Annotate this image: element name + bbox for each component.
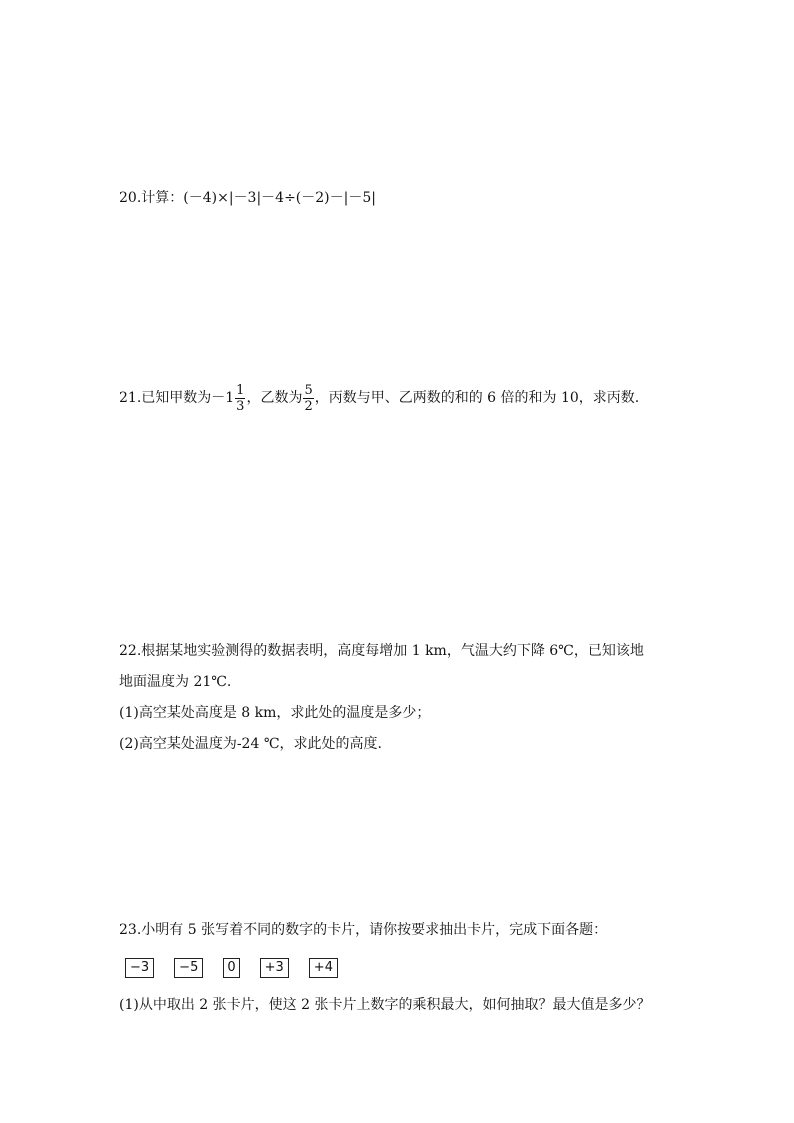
question-22-line2: 地面温度为 21℃. bbox=[119, 674, 232, 690]
number-card: +3 bbox=[260, 958, 289, 978]
fraction-numerator: 5 bbox=[304, 382, 313, 398]
fraction-denominator: 2 bbox=[304, 398, 313, 414]
question-20: 20.计算：(－4)×|－3|－4÷(－2)－|－5| bbox=[119, 190, 376, 206]
question-22-subquestion-2: (2)高空某处温度为-24 ℃，求此处的高度. bbox=[119, 736, 382, 752]
question-21-part1: 21.已知甲数为－1 bbox=[119, 390, 235, 406]
fraction-denominator: 3 bbox=[236, 398, 245, 414]
question-23-line1: 23.小明有 5 张写着不同的数字的卡片，请你按要求抽出卡片，完成下面各题： bbox=[119, 922, 608, 938]
number-card: +4 bbox=[309, 958, 338, 978]
question-22-subquestion-1: (1)高空某处高度是 8 km，求此处的温度是多少； bbox=[119, 705, 431, 721]
question-21-part3: ，丙数与甲、乙两数的和的 6 倍的和为 10，求丙数. bbox=[314, 390, 640, 406]
question-21-part2: ，乙数为 bbox=[246, 390, 303, 406]
question-22-line1: 22.根据某地实验测得的数据表明，高度每增加 1 km，气温大约下降 6℃，已知该地 bbox=[119, 643, 644, 659]
number-card: −5 bbox=[174, 958, 203, 978]
number-card: 0 bbox=[223, 958, 239, 978]
question-21 bbox=[119, 378, 639, 418]
number-card: −3 bbox=[125, 958, 154, 978]
fraction-five-halves bbox=[303, 383, 313, 414]
fraction-numerator: 1 bbox=[236, 382, 245, 398]
fraction-one-third bbox=[235, 383, 245, 414]
question-23-subquestion-1: (1)从中取出 2 张卡片，使这 2 张卡片上数字的乘积最大，如何抽取？最大值是多少？ bbox=[119, 997, 651, 1013]
number-cards bbox=[125, 958, 358, 978]
